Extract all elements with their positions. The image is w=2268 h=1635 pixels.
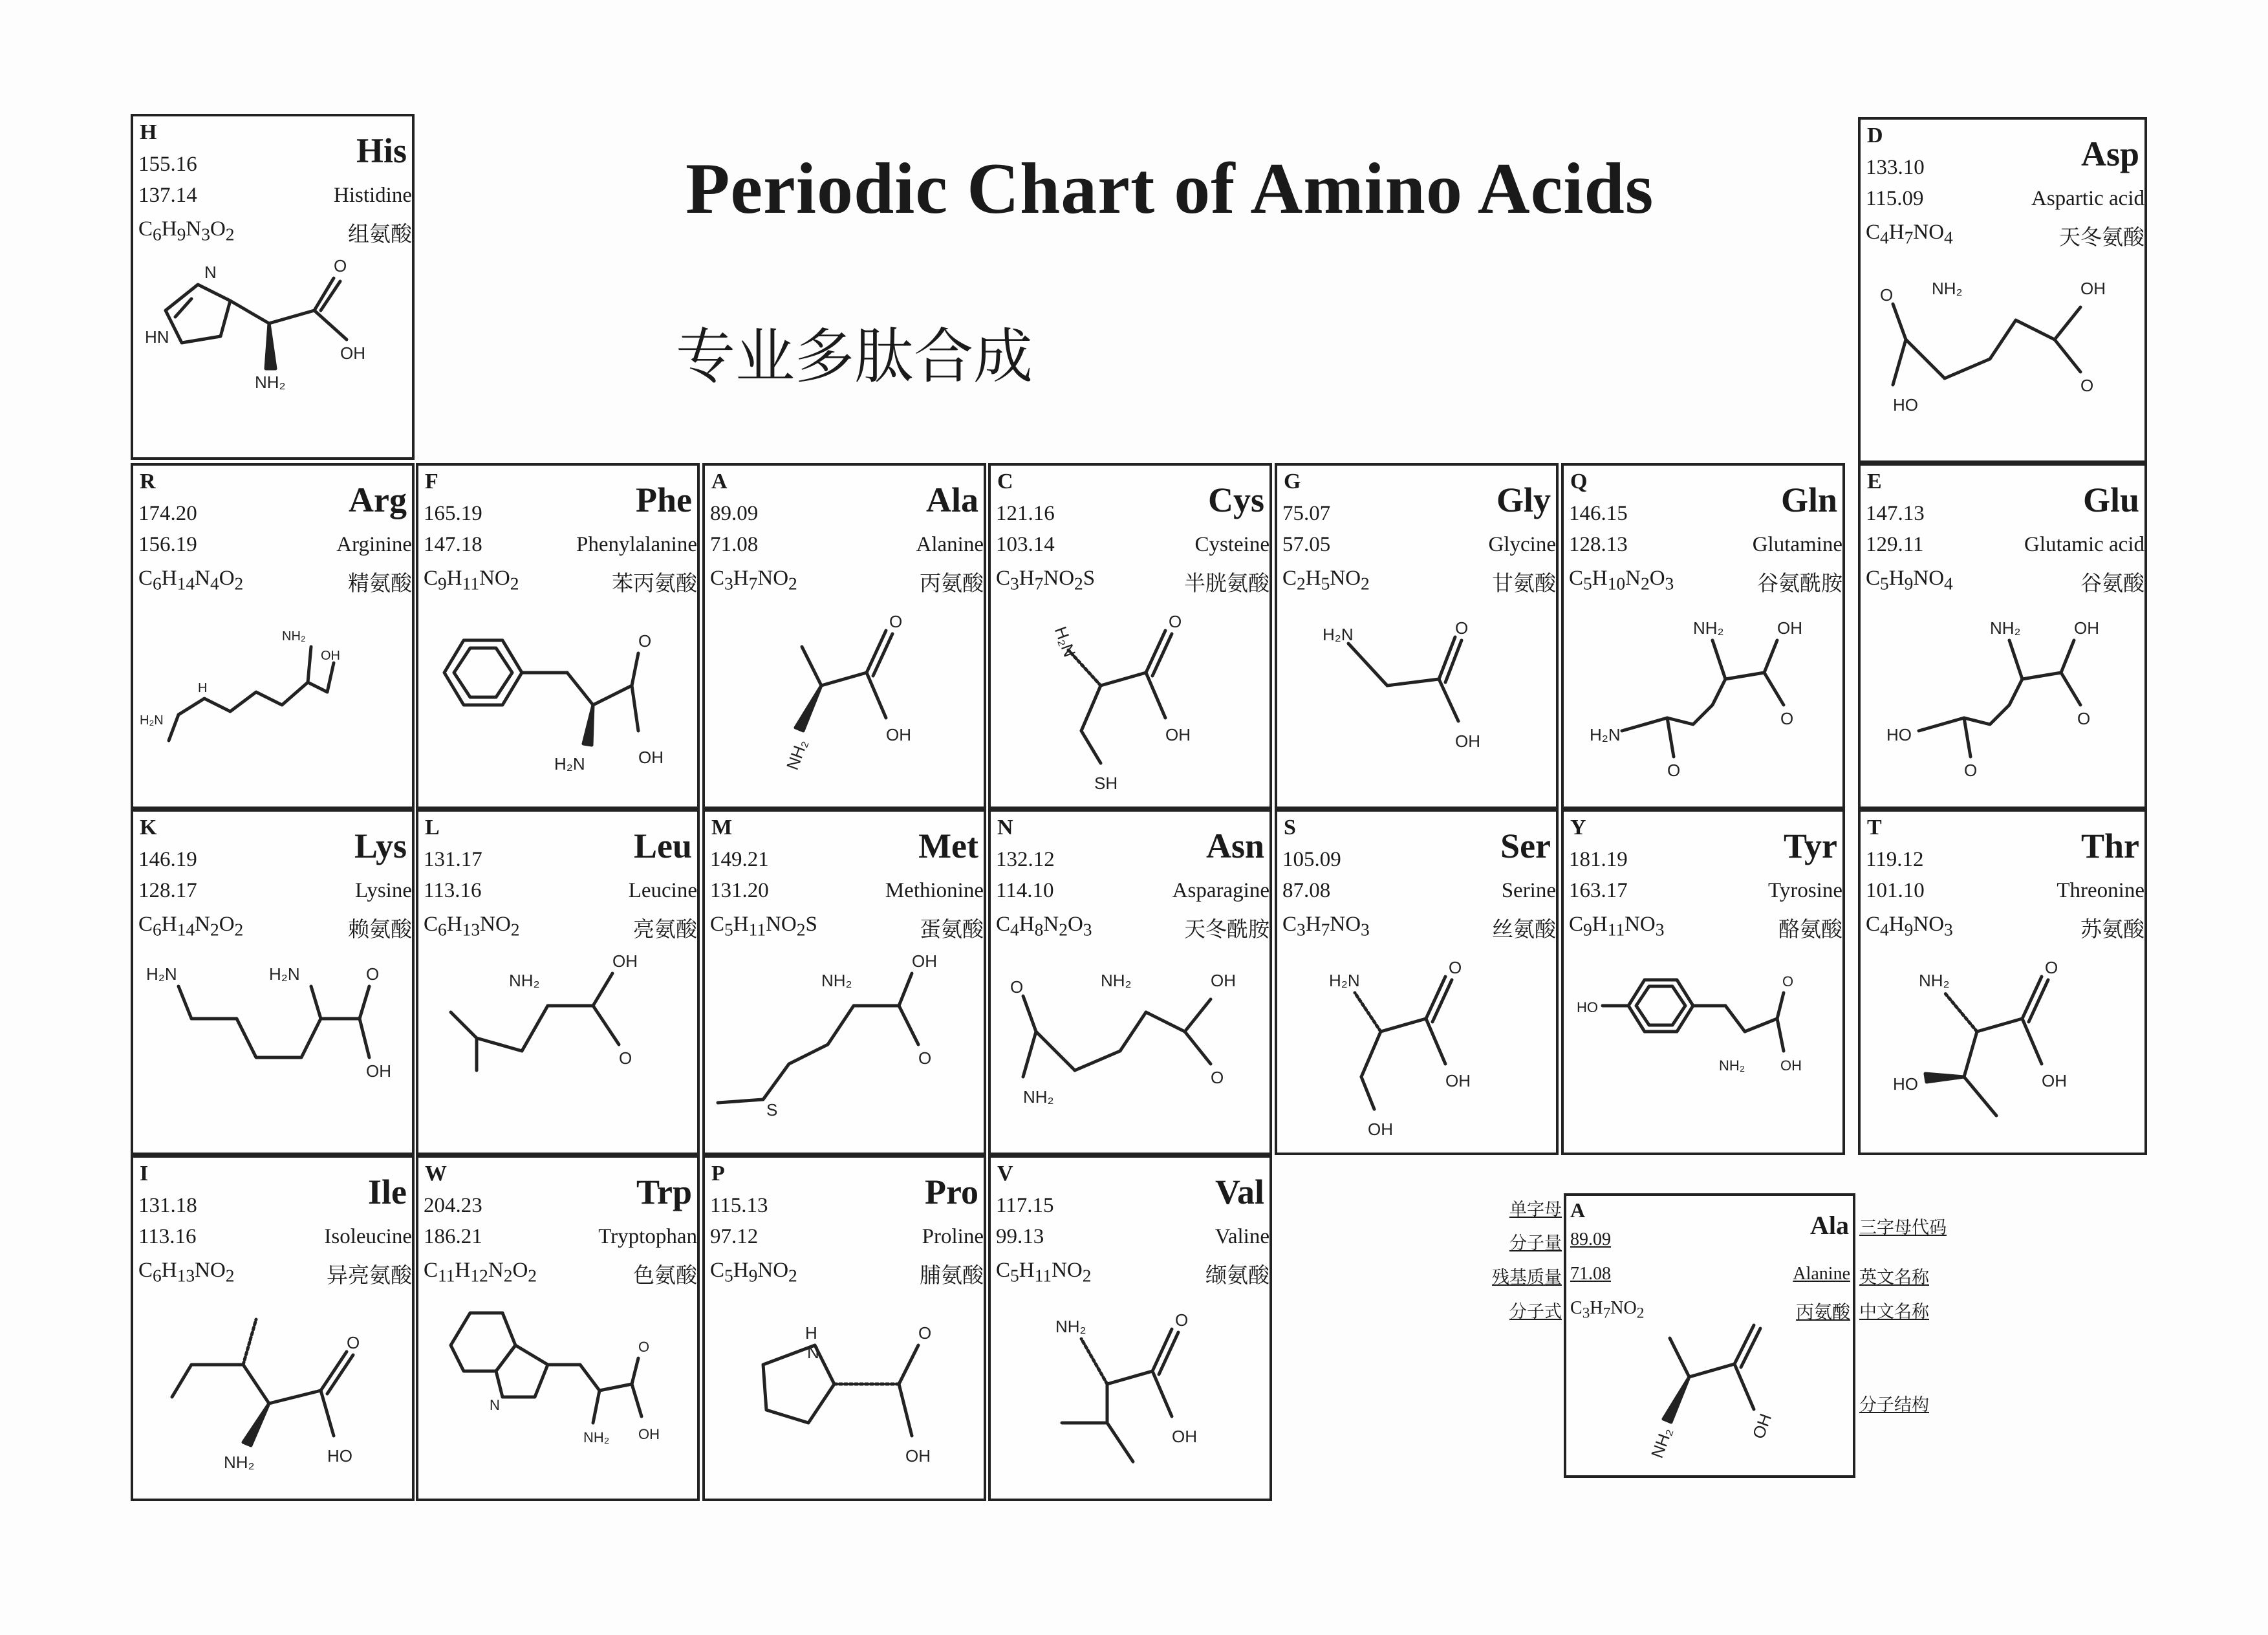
svg-text:O: O [1880, 285, 1894, 305]
residue-mass: 147.18 [424, 533, 482, 556]
structure-lys [140, 947, 408, 1148]
svg-text:O: O [1455, 618, 1469, 638]
svg-text:NH₂: NH₂ [1919, 971, 1950, 990]
three-letter: Phe [636, 481, 692, 519]
svg-text:HO: HO [1893, 1074, 1918, 1094]
structure-gln [1570, 601, 1839, 802]
residue-mass: 113.16 [138, 1225, 197, 1248]
structure-trp [425, 1294, 693, 1494]
svg-text:H₂N: H₂N [1050, 623, 1080, 660]
chinese-name: 异亮氨酸 [327, 1262, 412, 1288]
formula: $C_5H_9NO_4$ [1866, 567, 1953, 594]
english-name: Glutamine [1752, 533, 1842, 556]
svg-text:H₂N: H₂N [1590, 725, 1621, 744]
residue-mass: 103.14 [996, 533, 1055, 556]
molecular-weight: 105.09 [1282, 848, 1341, 871]
svg-text:O: O [2080, 376, 2094, 395]
single-letter: W [425, 1162, 447, 1186]
chinese-name: 组氨酸 [348, 221, 412, 246]
svg-text:SH: SH [1094, 774, 1118, 793]
single-letter: L [425, 816, 440, 839]
svg-text:HO: HO [1577, 999, 1598, 1015]
formula: $C_3H_7NO_3$ [1282, 913, 1370, 940]
svg-text:O: O [1169, 612, 1182, 631]
single-letter: C [997, 470, 1013, 493]
cell-val [988, 1155, 1272, 1501]
legend-three-letter: Ala [1810, 1211, 1849, 1240]
svg-text:OH: OH [905, 1446, 931, 1466]
cell-gln [1561, 463, 1845, 809]
svg-text:NH₂: NH₂ [1932, 279, 1963, 298]
chinese-name: 丙氨酸 [920, 570, 984, 596]
molecular-weight: 133.10 [1866, 156, 1925, 179]
cell-ser [1275, 809, 1559, 1155]
single-letter: N [997, 816, 1013, 839]
structure-gly [1284, 601, 1552, 802]
cell-met [702, 809, 986, 1155]
english-name: Glycine [1488, 533, 1556, 556]
svg-text:O: O [1667, 761, 1681, 780]
svg-text:NH₂: NH₂ [255, 373, 286, 392]
svg-text:OH: OH [2074, 618, 2099, 638]
svg-text:OH: OH [638, 1426, 660, 1442]
structure-cys [997, 601, 1266, 802]
svg-text:O: O [1964, 761, 1978, 780]
three-letter: Ala [926, 481, 978, 519]
svg-text:OH: OH [638, 748, 664, 767]
svg-text:HN: HN [145, 327, 169, 347]
residue-mass: 129.11 [1866, 533, 1924, 556]
formula: $C_9H_{11}NO_3$ [1569, 913, 1665, 940]
three-letter: Asn [1205, 827, 1264, 865]
legend-label-residue-mass: 残基质量 [1492, 1268, 1562, 1288]
svg-text:OH: OH [321, 649, 340, 663]
svg-text:O: O [1175, 1310, 1189, 1330]
svg-text:NH₂: NH₂ [821, 971, 852, 990]
cell-ile [131, 1155, 415, 1501]
chinese-name: 谷氨酰胺 [1757, 570, 1842, 596]
single-letter: G [1284, 470, 1301, 493]
svg-text:O: O [638, 631, 652, 651]
structure-asp [1867, 255, 2135, 456]
structure-asn [997, 947, 1266, 1148]
svg-text:OH: OH [366, 1061, 391, 1081]
svg-text:O: O [1782, 973, 1794, 990]
chinese-name: 丝氨酸 [1492, 916, 1556, 942]
svg-text:OH: OH [2042, 1071, 2067, 1090]
single-letter: K [140, 816, 157, 839]
cell-cys [988, 463, 1272, 809]
chinese-name: 亮氨酸 [633, 916, 697, 942]
chinese-name: 脯氨酸 [920, 1262, 984, 1288]
single-letter: E [1867, 470, 1882, 493]
single-letter: F [425, 470, 438, 493]
three-letter: Tyr [1784, 827, 1837, 865]
svg-text:H₂N: H₂N [1329, 971, 1360, 990]
formula: $C_2H_5NO_2$ [1282, 567, 1370, 594]
svg-text:H₂N: H₂N [146, 964, 177, 984]
three-letter: Leu [633, 827, 692, 865]
svg-text:O: O [1449, 958, 1462, 977]
chinese-name: 天冬氨酸 [2059, 224, 2144, 250]
svg-text:NH₂: NH₂ [509, 971, 540, 990]
legend-residue-mass: 71.08 [1570, 1264, 1611, 1284]
residue-mass: 163.17 [1569, 879, 1628, 902]
three-letter: Val [1215, 1173, 1264, 1211]
molecular-weight: 147.13 [1866, 502, 1925, 525]
svg-text:OH: OH [1748, 1411, 1776, 1442]
three-letter: Met [918, 827, 978, 865]
chinese-name: 缬氨酸 [1205, 1262, 1269, 1288]
structure-ser [1284, 947, 1552, 1148]
structure-tyr [1570, 947, 1839, 1148]
single-letter: I [140, 1162, 149, 1186]
residue-mass: 137.14 [138, 184, 197, 207]
svg-text:NH₂: NH₂ [1101, 971, 1132, 990]
formula: $C_3H_7NO_2S$ [996, 567, 1096, 594]
formula: $C_6H_{14}N_2O_2$ [138, 913, 244, 940]
english-name: Asparagine [1172, 879, 1269, 902]
cell-thr [1858, 809, 2147, 1155]
legend-label-formula: 分子式 [1509, 1302, 1562, 1322]
molecular-weight: 146.15 [1569, 502, 1628, 525]
chinese-name: 天冬酰胺 [1184, 916, 1269, 942]
residue-mass: 113.16 [424, 879, 482, 902]
structure-ile [140, 1294, 408, 1494]
english-name: Tryptophan [598, 1225, 697, 1248]
cell-ala [702, 463, 986, 809]
page-title: Periodic Chart of Amino Acids [686, 149, 1654, 229]
single-letter: S [1284, 816, 1296, 839]
residue-mass: 131.20 [710, 879, 769, 902]
three-letter: Arg [349, 481, 407, 519]
svg-text:OH: OH [1777, 618, 1802, 638]
structure-thr [1867, 947, 2135, 1148]
residue-mass: 186.21 [424, 1225, 482, 1248]
single-letter: V [997, 1162, 1013, 1186]
cell-leu [416, 809, 700, 1155]
structure-leu [425, 947, 693, 1148]
structure-met [711, 947, 980, 1148]
formula: $C_{11}H_{12}N_2O_2$ [424, 1259, 537, 1286]
formula: $C_4H_7NO_4$ [1866, 221, 1953, 248]
svg-text:H₂N: H₂N [269, 964, 300, 984]
svg-text:O: O [619, 1048, 632, 1068]
english-name: Serine [1501, 879, 1556, 902]
svg-text:OH: OH [1455, 731, 1480, 751]
svg-text:O: O [1780, 709, 1794, 728]
chinese-name: 谷氨酸 [2080, 570, 2144, 596]
cell-pro [702, 1155, 986, 1501]
legend-label-english-name: 英文名称 [1859, 1268, 1929, 1288]
svg-text:O: O [1010, 977, 1024, 997]
formula: $C_3H_7NO_2$ [710, 567, 797, 594]
molecular-weight: 146.19 [138, 848, 197, 871]
three-letter: Trp [636, 1173, 692, 1211]
residue-mass: 99.13 [996, 1225, 1044, 1248]
svg-text:NH₂: NH₂ [1023, 1087, 1054, 1107]
english-name: Alanine [916, 533, 984, 556]
structure-arg [140, 601, 408, 802]
svg-text:OH: OH [886, 725, 911, 744]
cell-asn [988, 809, 1272, 1155]
formula: $C_6H_{14}N_4O_2$ [138, 567, 244, 594]
cell-trp [416, 1155, 700, 1501]
cell-glu [1858, 463, 2147, 809]
molecular-weight: 149.21 [710, 848, 769, 871]
english-name: Histidine [334, 184, 412, 207]
chinese-name: 半胱氨酸 [1184, 570, 1269, 596]
single-letter: M [711, 816, 733, 839]
three-letter: Asp [2080, 135, 2139, 173]
single-letter: T [1867, 816, 1882, 839]
svg-text:N: N [204, 263, 217, 282]
molecular-weight: 75.07 [1282, 502, 1331, 525]
molecular-weight: 131.17 [424, 848, 482, 871]
english-name: Phenylalanine [576, 533, 697, 556]
single-letter: P [711, 1162, 725, 1186]
svg-text:O: O [2045, 958, 2058, 977]
molecular-weight: 89.09 [710, 502, 759, 525]
english-name: Leucine [628, 879, 697, 902]
single-letter: Q [1570, 470, 1588, 493]
english-name: Glutamic acid [2024, 533, 2144, 556]
formula: $C_4H_9NO_3$ [1866, 913, 1953, 940]
residue-mass: 57.05 [1282, 533, 1331, 556]
formula: $C_6H_{13}NO_2$ [424, 913, 520, 940]
three-letter: Lys [354, 827, 407, 865]
chinese-name: 苏氨酸 [2080, 916, 2144, 942]
formula: $C_5H_{10}N_2O_3$ [1569, 567, 1674, 594]
svg-text:OH: OH [340, 343, 365, 363]
molecular-weight: 165.19 [424, 502, 482, 525]
cell-lys [131, 809, 415, 1155]
cell-asp [1858, 117, 2147, 463]
residue-mass: 114.10 [996, 879, 1054, 902]
svg-text:O: O [918, 1323, 932, 1343]
svg-text:H₂N: H₂N [140, 713, 164, 728]
structure-glu [1867, 601, 2135, 802]
three-letter: Gln [1780, 481, 1837, 519]
molecular-weight: 115.13 [710, 1194, 768, 1217]
svg-text:NH₂: NH₂ [224, 1453, 255, 1472]
legend-mol-weight: 89.09 [1570, 1229, 1611, 1250]
cell-tyr [1561, 809, 1845, 1155]
molecular-weight: 155.16 [138, 153, 197, 176]
three-letter: Pro [925, 1173, 978, 1211]
svg-text:OH: OH [1165, 725, 1191, 744]
svg-text:H₂N: H₂N [1323, 625, 1354, 644]
svg-text:O: O [366, 964, 380, 984]
structure-val [997, 1294, 1266, 1494]
legend-cell [1564, 1193, 1855, 1478]
svg-text:O: O [889, 612, 903, 631]
chinese-name: 蛋氨酸 [920, 916, 984, 942]
english-name: Arginine [336, 533, 412, 556]
legend-label-mol-weight: 分子量 [1509, 1233, 1562, 1253]
residue-mass: 156.19 [138, 533, 197, 556]
page-subtitle: 专业多肽合成 [676, 322, 1033, 391]
cell-arg [131, 463, 415, 809]
svg-text:HO: HO [1893, 395, 1918, 415]
molecular-weight: 131.18 [138, 1194, 197, 1217]
svg-text:H: H [805, 1323, 817, 1343]
english-name: Tyrosine [1767, 879, 1842, 902]
svg-text:O: O [638, 1339, 650, 1355]
legend-formula: $C_3H_7NO_2$ [1570, 1298, 1645, 1322]
formula: $C_6H_9N_3O_2$ [138, 217, 235, 244]
svg-text:NH₂: NH₂ [1719, 1057, 1745, 1074]
legend-single-letter: A [1570, 1198, 1586, 1222]
formula: $C_4H_8N_2O_3$ [996, 913, 1092, 940]
three-letter: Ser [1500, 827, 1551, 865]
chinese-name: 苯丙氨酸 [612, 570, 697, 596]
svg-text:O: O [334, 256, 347, 276]
svg-text:OH: OH [912, 951, 937, 971]
svg-text:HO: HO [1886, 725, 1912, 744]
chinese-name: 精氨酸 [348, 570, 412, 596]
molecular-weight: 119.12 [1866, 848, 1924, 871]
molecular-weight: 181.19 [1569, 848, 1628, 871]
svg-text:N: N [490, 1397, 500, 1413]
single-letter: D [1867, 124, 1883, 147]
svg-text:NH₂: NH₂ [583, 1429, 610, 1446]
english-name: Lysine [355, 879, 412, 902]
svg-text:NH₂: NH₂ [282, 629, 306, 644]
structure-ala [711, 601, 980, 802]
cell-phe [416, 463, 700, 809]
svg-text:N: N [807, 1343, 819, 1362]
three-letter: Ile [368, 1173, 407, 1211]
svg-text:OH: OH [1172, 1427, 1197, 1446]
formula: $C_5H_{11}NO_2S$ [710, 913, 817, 940]
legend-chinese-name: 丙氨酸 [1795, 1301, 1850, 1323]
svg-text:O: O [1211, 1068, 1224, 1087]
legend-label-single-letter: 单字母 [1509, 1200, 1562, 1220]
three-letter: His [356, 131, 407, 170]
cell-gly [1275, 463, 1559, 809]
formula: $C_9H_{11}NO_2$ [424, 567, 519, 594]
legend-label-chinese-name: 中文名称 [1859, 1302, 1929, 1322]
svg-text:OH: OH [1445, 1071, 1471, 1090]
english-name: Aspartic acid [2031, 187, 2144, 210]
svg-text:OH: OH [1211, 971, 1236, 990]
molecular-weight: 204.23 [424, 1194, 482, 1217]
svg-text:NH₂: NH₂ [1693, 618, 1724, 638]
chinese-name: 甘氨酸 [1492, 570, 1556, 596]
residue-mass: 97.12 [710, 1225, 759, 1248]
svg-text:OH: OH [612, 951, 638, 971]
single-letter: R [140, 470, 156, 493]
english-name: Proline [922, 1225, 984, 1248]
residue-mass: 71.08 [710, 533, 759, 556]
svg-text:OH: OH [2080, 279, 2106, 298]
structure-pro [711, 1294, 980, 1494]
residue-mass: 115.09 [1866, 187, 1924, 210]
chinese-name: 酪氨酸 [1778, 916, 1842, 942]
residue-mass: 101.10 [1866, 879, 1925, 902]
three-letter: Cys [1207, 481, 1264, 519]
chinese-name: 赖氨酸 [348, 916, 412, 942]
cell-his [131, 114, 415, 460]
svg-text:NH₂: NH₂ [1990, 618, 2021, 638]
single-letter: A [711, 470, 728, 493]
english-name: Isoleucine [324, 1225, 412, 1248]
svg-text:O: O [347, 1333, 360, 1352]
structure-his [140, 252, 408, 453]
formula: $C_6H_{13}NO_2$ [138, 1259, 235, 1286]
structure-phe [425, 601, 693, 802]
english-name: Cysteine [1194, 533, 1269, 556]
molecular-weight: 121.16 [996, 502, 1055, 525]
three-letter: Thr [2080, 827, 2139, 865]
svg-text:O: O [918, 1048, 932, 1068]
svg-text:HO: HO [327, 1446, 352, 1466]
legend-label-three-letter: 三字母代码 [1859, 1218, 1947, 1238]
svg-text:NH₂: NH₂ [1647, 1425, 1676, 1461]
svg-text:H: H [198, 681, 208, 695]
molecular-weight: 174.20 [138, 502, 197, 525]
english-name: Threonine [2057, 879, 2144, 902]
molecular-weight: 132.12 [996, 848, 1055, 871]
svg-text:S: S [766, 1100, 778, 1120]
english-name: Methionine [885, 879, 984, 902]
svg-text:O: O [2077, 709, 2091, 728]
residue-mass: 128.17 [138, 879, 197, 902]
legend-label-structure: 分子结构 [1859, 1395, 1929, 1415]
svg-text:OH: OH [1780, 1057, 1802, 1074]
chinese-name: 色氨酸 [633, 1262, 697, 1288]
residue-mass: 87.08 [1282, 879, 1331, 902]
svg-text:OH: OH [1368, 1120, 1393, 1139]
single-letter: Y [1570, 816, 1586, 839]
formula: $C_5H_{11}NO_2$ [996, 1259, 1092, 1286]
legend-structure [1592, 1312, 1825, 1474]
legend-english-name: Alanine [1793, 1264, 1850, 1284]
single-letter: H [140, 120, 157, 144]
molecular-weight: 117.15 [996, 1194, 1054, 1217]
english-name: Valine [1215, 1225, 1269, 1248]
three-letter: Glu [2082, 481, 2139, 519]
three-letter: Gly [1496, 481, 1551, 519]
formula: $C_5H_9NO_2$ [710, 1259, 797, 1286]
svg-text:NH₂: NH₂ [1055, 1317, 1086, 1336]
residue-mass: 128.13 [1569, 533, 1628, 556]
svg-text:NH₂: NH₂ [783, 737, 812, 773]
svg-text:H₂N: H₂N [554, 754, 585, 774]
